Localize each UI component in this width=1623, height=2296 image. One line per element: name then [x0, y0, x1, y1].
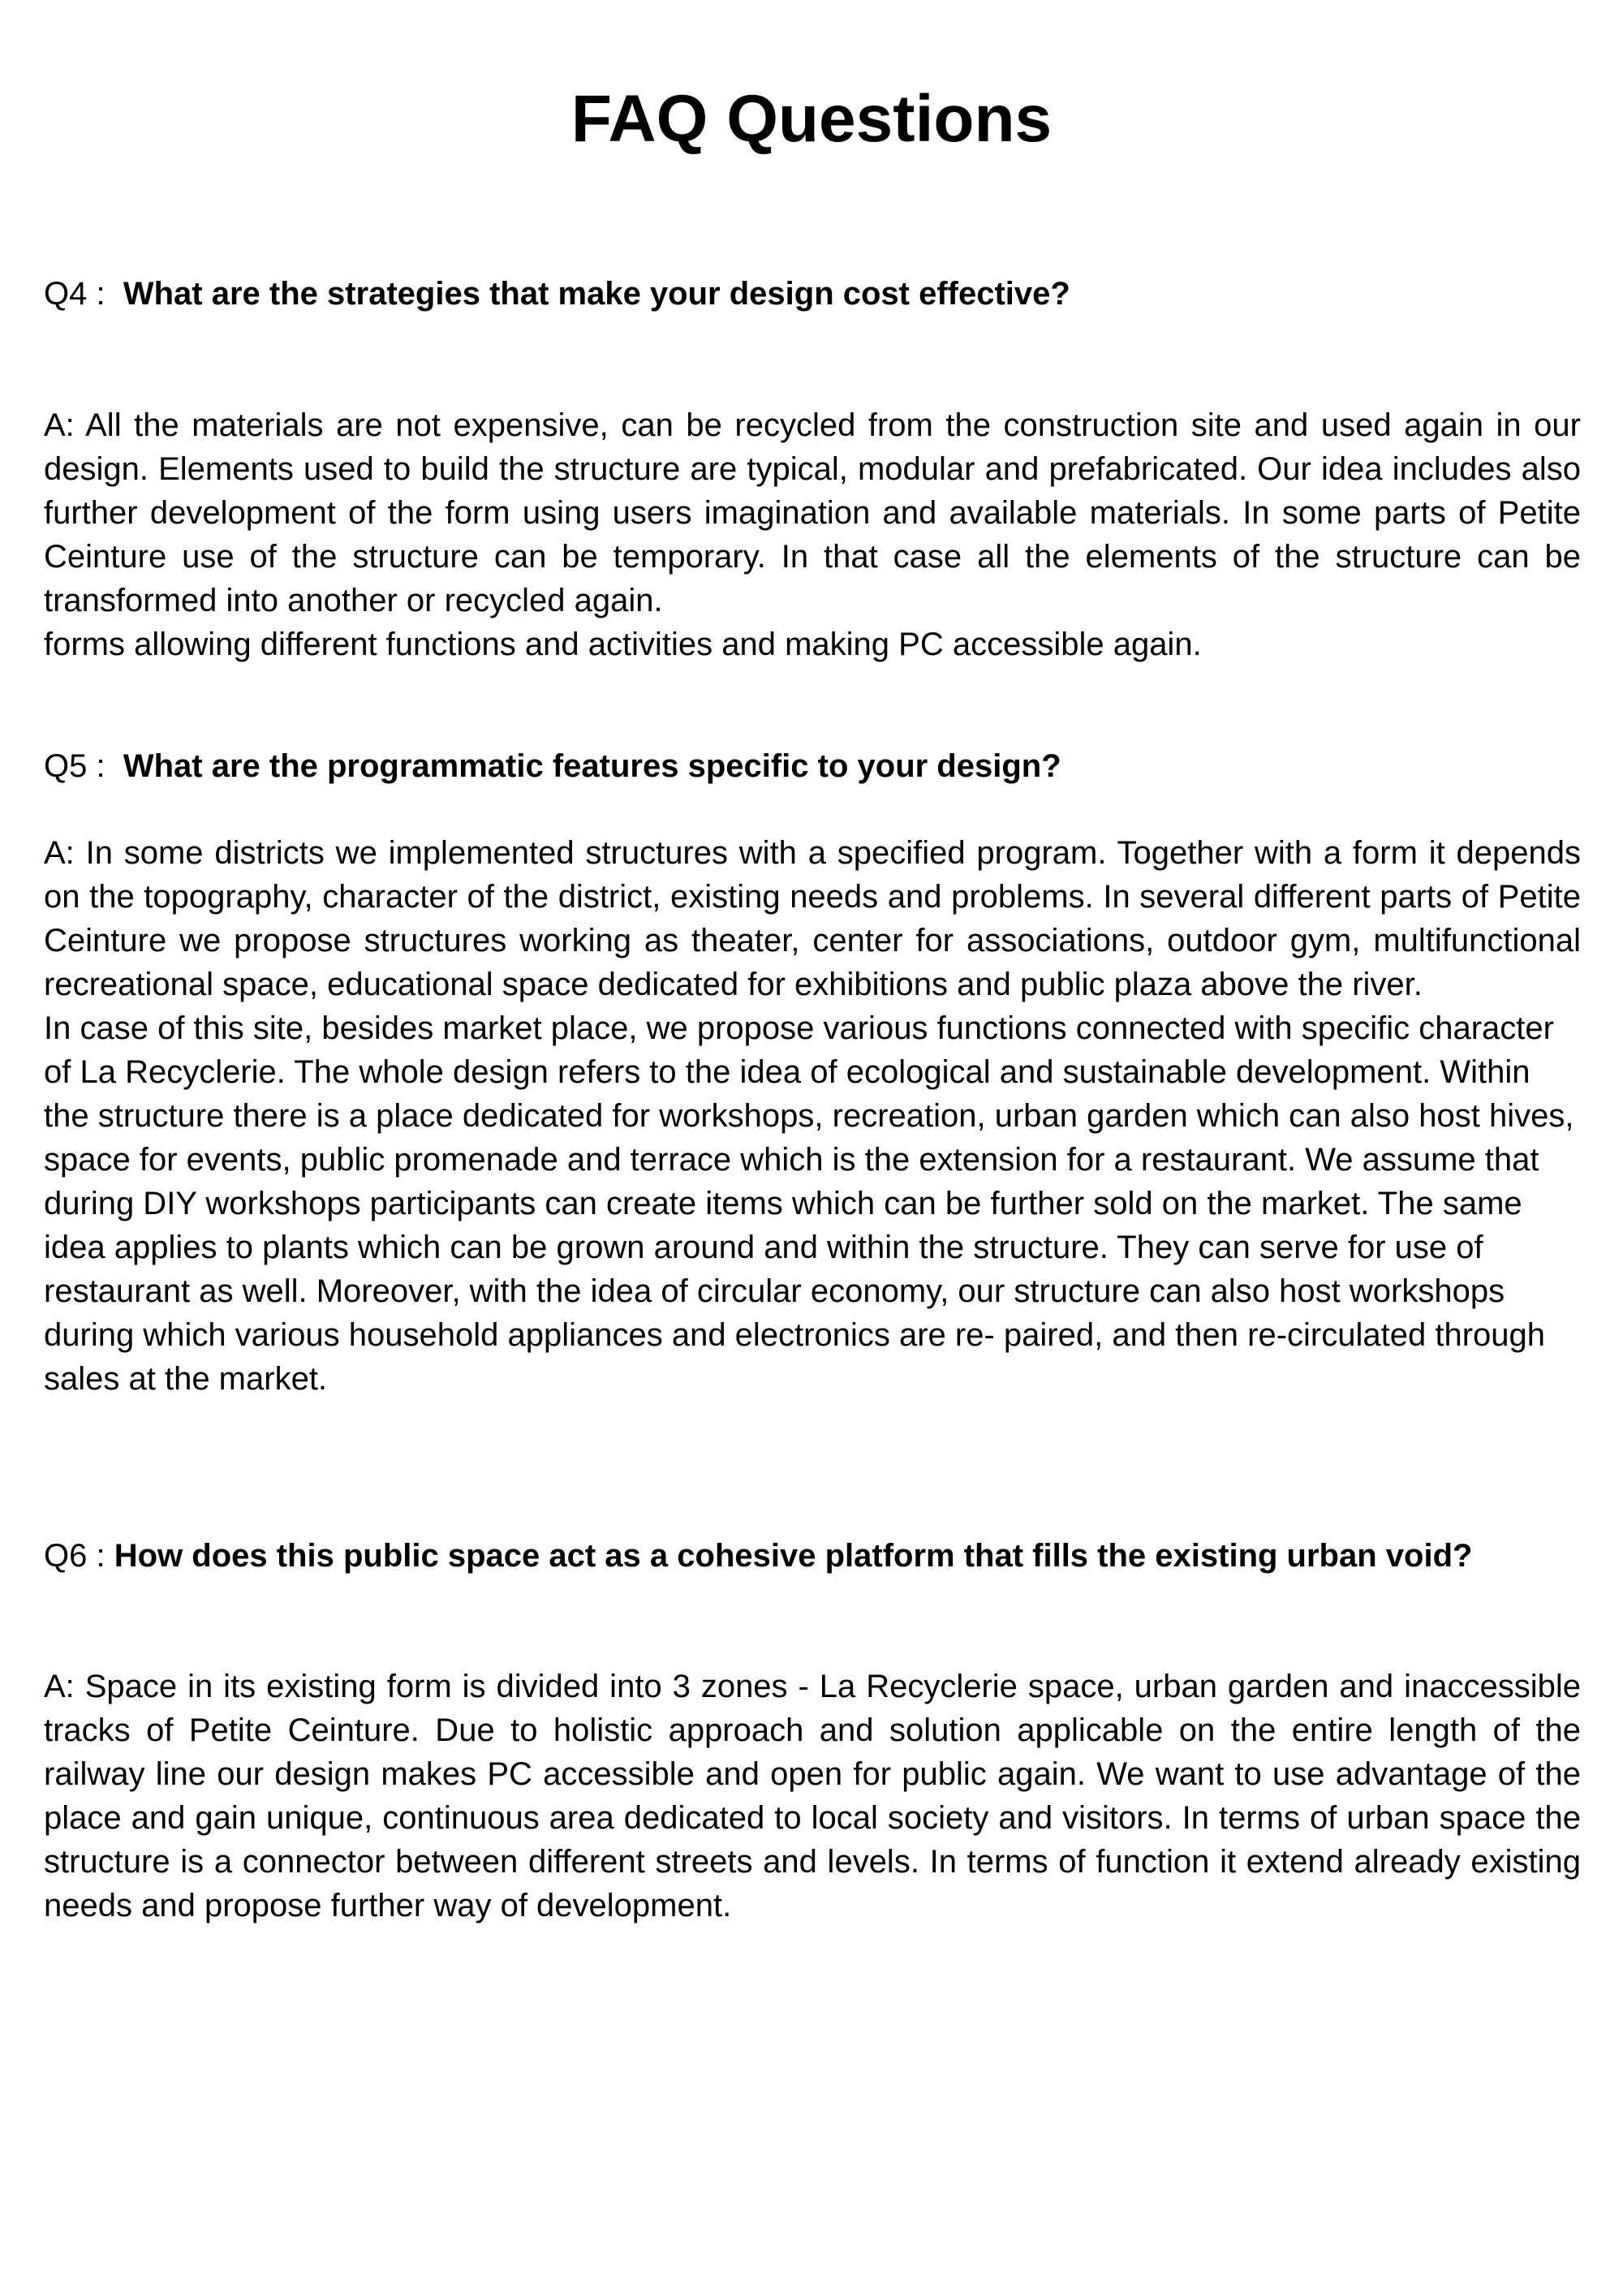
faq-answer-q6 — [44, 1665, 1581, 1928]
question-text: What are the programmatic features specific to your design? — [123, 748, 1061, 784]
answer-paragraph: A: Space in its existing form is divided into 3 zones - La Recyclerie space, urban garden and inaccessible tracks of Petite Ceinture. Due to holistic approach and solution applicable on the entire length of the railway line our design makes PC accessible and open for public again. We want to use advantage of the place and gain unique, continuous area dedicated to local society and visitors. In terms of urban space the structure is a connector between different streets and levels. In terms of function it extend already existing needs and propose further way of development. — [44, 1669, 1581, 1923]
question-number: Q4 : — [44, 276, 105, 312]
faq-answer-q4 — [44, 403, 1581, 666]
answer-paragraph: In case of this site, besides market place, we propose various functions connected with specific character of La Recyclerie. The whole design refers to the idea of ecological and sustainable development. Within the structure there is a place dedicated for workshops, recreation, urban garden which can also host hives, space for events, public promenade and terrace which is the extension for a restaurant. We assume that during DIY workshops participants can create items which can be further sold on the market. The same idea applies to plants which can be grown around and within the structure. They can serve for use of restaurant as well. Moreover, with the idea of circular economy, our structure can also host workshops during which various household appliances and electronics are re- paired, and then re-circulated through sales at the market. — [44, 1010, 1574, 1397]
answer-paragraph: forms allowing different functions and activities and making PC accessible again. — [44, 627, 1202, 662]
question-number: Q5 : — [44, 748, 105, 784]
question-text: How does this public space act as a cohesive platform that fills the existing urban void? — [114, 1538, 1473, 1574]
faq-answer-q5 — [44, 831, 1581, 1401]
faq-question-q6 — [44, 1534, 1581, 1578]
answer-paragraph: A: All the materials are not expensive, can be recycled from the construction site and used again in our design. Elements used to build the structure are typical, modular and prefabricated. Our idea includes also further development of the form using users imagination and available materials. In some parts of Petite Ceinture use of the structure can be temporary. In that case all the elements of the structure can be transformed into another or recycled again. — [44, 407, 1581, 618]
page-title: FAQ Questions — [570, 82, 1053, 156]
faq-question-q5 — [44, 744, 1581, 788]
faq-question-q4 — [44, 272, 1581, 316]
question-number: Q6 : — [44, 1538, 105, 1574]
question-text: What are the strategies that make your design cost effective? — [123, 276, 1070, 312]
answer-paragraph: A: In some districts we implemented structures with a specified program. Together with a form it depends on the topography, character of the district, existing needs and problems. In several different parts of Petite Ceinture we propose structures working as theater, center for associations, outdoor gym, multifunctional recreational space, educational space dedicated for exhibitions and public plaza above the river. — [44, 835, 1581, 1002]
